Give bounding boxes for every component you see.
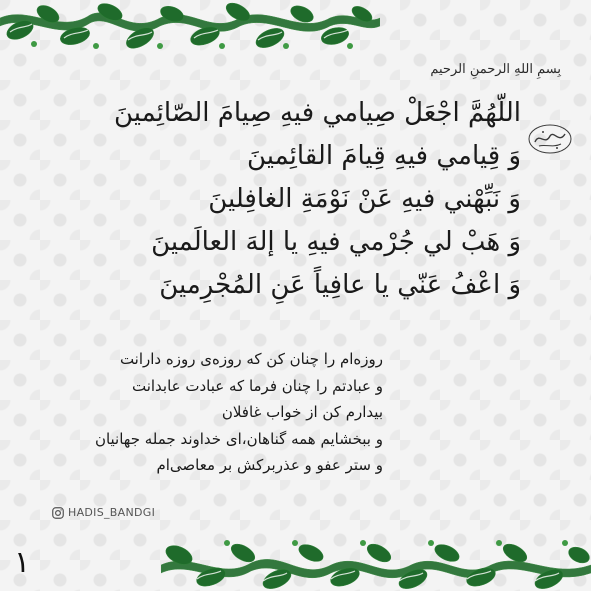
- arabic-line-5: وَ اعْفُ عَنّي يا عافِياً عَنِ المُجْرِمينَ: [159, 270, 521, 300]
- calligraphy-seal-icon: [527, 122, 573, 156]
- persian-line-3: بیدارم کن از خواب غافلان: [221, 403, 383, 421]
- persian-line-2: و عبادتم را چنان فرما که عبادت عابدانت: [131, 376, 383, 395]
- instagram-handle[interactable]: [52, 506, 155, 519]
- persian-translation: [23, 346, 383, 479]
- arabic-line-2: وَ قِيامي فيهِ قِيامَ القائِمينَ: [246, 141, 521, 171]
- top-vine-ornament: [0, 0, 380, 60]
- bismillah-header: بِسمِ اللهِ الرحمنِ الرحیم: [430, 62, 561, 77]
- arabic-prayer: [41, 92, 521, 307]
- handle-text: HADIS_BANDGI: [68, 506, 156, 519]
- arabic-line-3: وَ نَبِّهْني فيهِ عَنْ نَوْمَةِ الغافِلينَ: [208, 184, 521, 214]
- persian-line-5: و ستر عفو و عذربرکش بر معاصی‌ام: [156, 456, 383, 474]
- persian-line-4: و ببخشایم همه گناهان،ای خداوند جمله جهانیان: [94, 429, 383, 448]
- instagram-icon: [52, 507, 64, 519]
- arabic-line-4: وَ هَبْ لي جُرْمي فيهِ يا إلهَ العالَمينَ: [151, 227, 521, 257]
- bottom-vine-ornament: [161, 529, 591, 591]
- persian-line-1: روزه‌ام را چنان کن که روزه‌ی روزه دارانت: [119, 350, 383, 368]
- arabic-line-1: اللّهُمَّ اجْعَلْ صِيامي فيهِ صِيامَ الصّائِمينَ: [113, 98, 521, 128]
- page-number: ۱: [14, 545, 31, 580]
